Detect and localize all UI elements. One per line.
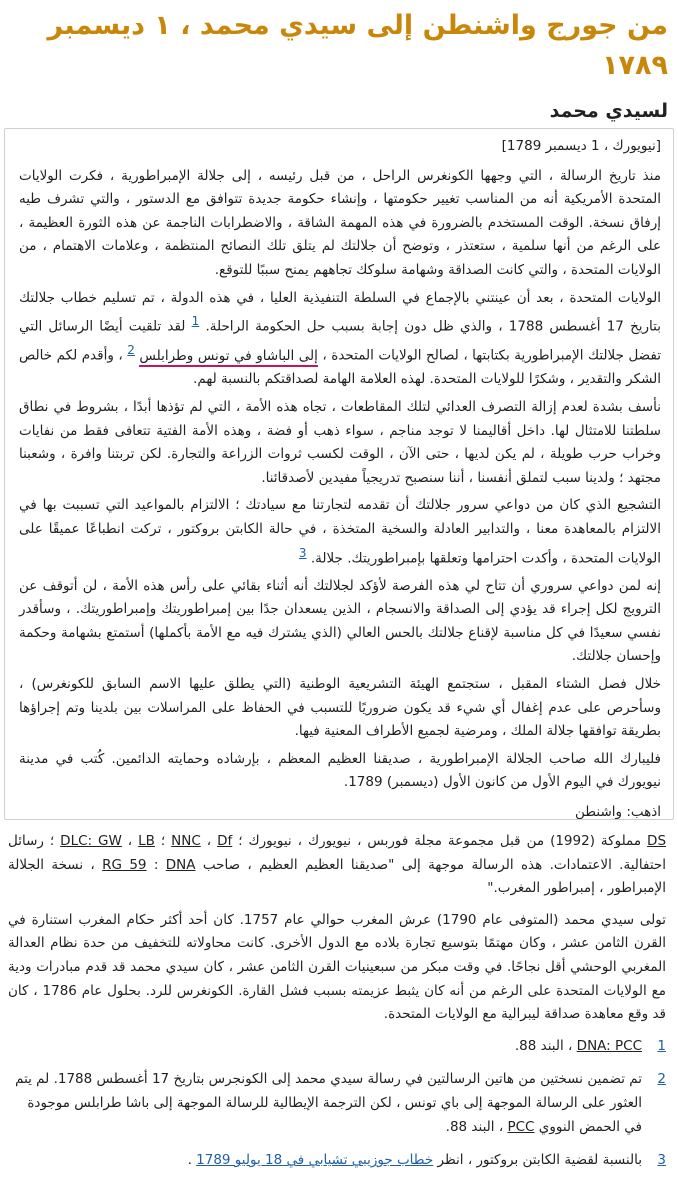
letter-paragraph-7: فليبارك الله صاحب الجلالة الإمبراطورية ، صديقنا العظيم المعظم ، بإرشاده وحمايته الدائمين. كُتب في مدينة نيويورك في اليوم الأول من كانون الأول (ديسمبر) 1789. (19, 750, 661, 791)
footnote-number-3[interactable]: 3 (657, 1152, 666, 1169)
letter-card (4, 128, 674, 820)
footnote-3-link[interactable]: خطاب جوزيبي تشيابي في 18 يوليو 1789 (196, 1152, 434, 1169)
footnote-3-tail: . (187, 1152, 192, 1169)
footnote-3 (8, 1149, 666, 1173)
paragraph-2-text-c: ، وأقدم لكم خالص الشكر والتقدير ، وشكرًا للولايات المتحدة. لهذه العلامة الهامة لصداقتكم بالنسبة لهم. (19, 347, 661, 388)
code-rg: RG 59 (102, 856, 147, 873)
code-nnc: NNC (171, 833, 201, 849)
footnote-ref-1[interactable]: 1 (191, 314, 200, 329)
footnote-ref-3[interactable]: 3 (298, 545, 307, 560)
code-lb: LB (138, 833, 155, 849)
footnote-2 (8, 1068, 666, 1139)
footnote-3-text: بالنسبة لقضية الكابتن بروكتور ، انظر (437, 1152, 642, 1169)
signature: اذهب: واشنطن (575, 803, 661, 820)
source-note: DS مملوكة (1992) من قبل مجموعة مجلة فوربس ، نيويورك ، نيويورك ؛ Df ، NNC ؛ LB ، DLC: GW ؛ رسائل احتفالية. الاعتمادات. هذه الرسالة موجهة إلى "صديقنا العظيم العظيم ، صاحب DNA : RG 59 ، نسخة الجلالة الإمبراطور ، إمبراطور المغرب." (8, 833, 667, 897)
editorial-notes (8, 830, 666, 1183)
footnote-1 (8, 1035, 666, 1059)
footnote-1-text: ، البند 88. (514, 1037, 573, 1054)
letter-paragraph-6: خلال فصل الشتاء المقبل ، ستجتمع الهيئة التشريعية الوطنية (التي يطلق عليها الاسم السابق للكونغرس) ، وسأحرص على عدم إغفال أي شيء قد يكون ضروريًا للتسبب في الحفاظ على المراسلات بين بلدينا وتم إجراؤها بطريقة توافقها جلالة الملك ، ومرضية لجميع الأطراف المعنية فيها. (19, 675, 661, 740)
letter-paragraph-2 (19, 287, 661, 392)
paragraph-4-text: التشجيع الذي كان من دواعي سرور جلالتك أن تقدمه لتجارتنا مع سيادتك ؛ الالتزام بالمواعيد التي تسببت بها في الالتزام بالمعاهدة معنا ، والتدابير العادلة والسخية المتخذة ، في حالة الكابتن بروكتور ، تركت انطباعًا عميقًا على الولايات المتحدة ، وأكدت احترامها وتعلقها بإمبراطوريتك. جلالة. (19, 497, 661, 566)
recipient-heading: لسيدي محمد (549, 100, 668, 122)
code-df: Df (217, 833, 233, 849)
footnote-2-text: تم تضمين نسختين من هاتين الرسالتين في رسالة سيدي محمد إلى الكونجرس بتاريخ 17 أغسطس 1788. لم يتم العثور على الرسالة الموجهة إلى باي تونس ، لكن الترجمة الإيطالية للرسالة الموجهة إلى باشا طرابلس موجودة في الحمض النووي (15, 1071, 642, 1135)
letter-paragraph-5: إنه لمن دواعي سروري أن تتاح لي هذه الفرصة لأؤكد لجلالتك أنه أثناء بقائي على رأس هذه الأمة ، لن أتوقف عن الترويج لكل إجراء قد يؤدي إلى الصداقة والانسجام ، الذين يسعدان جدًا بين إمبراطوريتك وإمبراطوريتك. ، وسأقدر نفسي سعيدًا في كل مناسبة لإقناع جلالتك بالحس العالي (الذي يشترك فيه مع الأمة بأكملها) أستمتع بشهامة وحكمة وإحسان جلالتك. (19, 577, 661, 665)
letter-paragraph-3: نأسف بشدة لعدم إزالة التصرف العدائي لتلك المقاطعات ، تجاه هذه الأمة ، التي لم تؤذها أبدًا ، بشروط في نطاق سلطتنا للامتثال لها. داخل أقاليمنا لا توجد مناجم ، سواء ذهب أو فضة ، وهذه الأمة الفتية تتعافى فقط من نفايات وخراب حرب طويلة ، لم يكن لديها ، حتى الآن ، الوقت لكسب ثروات الزراعة والتجارة. لكن تربتنا وافرة ، وشعبنا مجتهد ؛ ولدينا سبب لتملق أنفسنا ، أننا سنصبح تدريجياً مفيدين لأصدقائنا. (19, 398, 661, 486)
source-text-2: رسائل احتفالية. الاعتمادات. هذه الرسالة موجهة إلى "صديقنا العظيم العظيم ، صاحب (8, 833, 667, 873)
dateline: [نيويورك ، 1 ديسمبر 1789] (501, 138, 661, 154)
source-text-1: مملوكة (1992) من قبل مجموعة مجلة فوربس ، نيويورك ، نيويورك ؛ (238, 833, 642, 849)
highlighted-phrase: إلى الباشاو في تونس وطرابلس (139, 348, 317, 367)
letter-paragraph-4 (19, 494, 661, 570)
paragraph-2-text-a: الولايات المتحدة ، بعد أن عينتني بالإجماع في السلطة التنفيذية العليا ، في هذه الدولة ، تم تسليم خطاب جلالتك بتاريخ 17 أغسطس 1788 ، والذي ظل دون إجابة بسبب حل الحكومة الراحلة. (19, 289, 662, 335)
code-ds: DS (647, 833, 667, 849)
page-title: من جورج واشنطن إلى سيدي محمد ، ١ ديسمبر ١٧٨٩ (47, 10, 668, 81)
footnote-1-code: DNA: PCC (576, 1037, 642, 1054)
code-dlc: DLC: GW (60, 833, 122, 849)
letter-body (5, 129, 673, 820)
footnote-number-1[interactable]: 1 (657, 1037, 666, 1054)
footnote-ref-2[interactable]: 2 (127, 343, 135, 358)
code-dna: DNA (165, 856, 196, 873)
biographical-note: تولى سيدي محمد (المتوفى عام 1790) عرش المغرب حوالي عام 1757. كان أحد أكثر حكام المغرب استنارة في القرن الثامن عشر ، وكان مهتمًا بتوسيع تجارة بلاده مع الدول الأخرى. كانت محاولاته للتخفيف من حدة نظام العدالة المغربي الوحشي أقل نجاحًا. في وقت مبكر من سبعينيات القرن الثامن عشر ، كان سيدي محمد قد قدم مبادرات ودية مع الولايات المتحدة على الرغم من أنه كان يثبط عزيمته بسبب فشل القارة. الكونغرس للرد. بحلول عام 1786 ، كان قد وقع معاهدة صداقة ليبرالية مع الولايات المتحدة. (8, 911, 666, 1023)
footnote-2-tail: ، البند 88. (445, 1118, 504, 1135)
footnote-2-code: PCC (507, 1118, 535, 1135)
source-text-3: ، نسخة الجلالة الإمبراطور ، إمبراطور المغرب." (8, 856, 666, 897)
footnote-number-2[interactable]: 2 (657, 1071, 666, 1088)
paragraph-2-text-b: لقد تلقيت أيضًا الرسائل التي تفضل جلالتك الإمبراطورية بكتابتها ، لصالح الولايات المتحدة ، (19, 318, 661, 364)
letter-paragraph-1: منذ تاريخ الرسالة ، التي وجهها الكونغرس الراحل ، من قبل رئيسه ، إلى جلالة الإمبراطورية ، فكرت الولايات المتحدة الأمريكية أنه من المناسب تغيير حكومتها ، وإنشاء حكومة جديدة تتوافق مع الدستور ، والتي تشرف طيه إرفاق نسخة. الوقت المستخدم بالضرورة في هذه المهمة الشاقة ، والاضطرابات الناجمة عن هذه الثورة العظيمة ، على الرغم من أنها سلمية ، ستعتذر ، وتوضح أن جلالتك لم يتلق تلك النصائح المنتظمة ، وعلامات الاهتمام ، من الولايات المتحدة ، والتي كانت الصداقة وشهامة سلوكك تجاههم يمنح سببًا للتوقع. (19, 167, 661, 278)
